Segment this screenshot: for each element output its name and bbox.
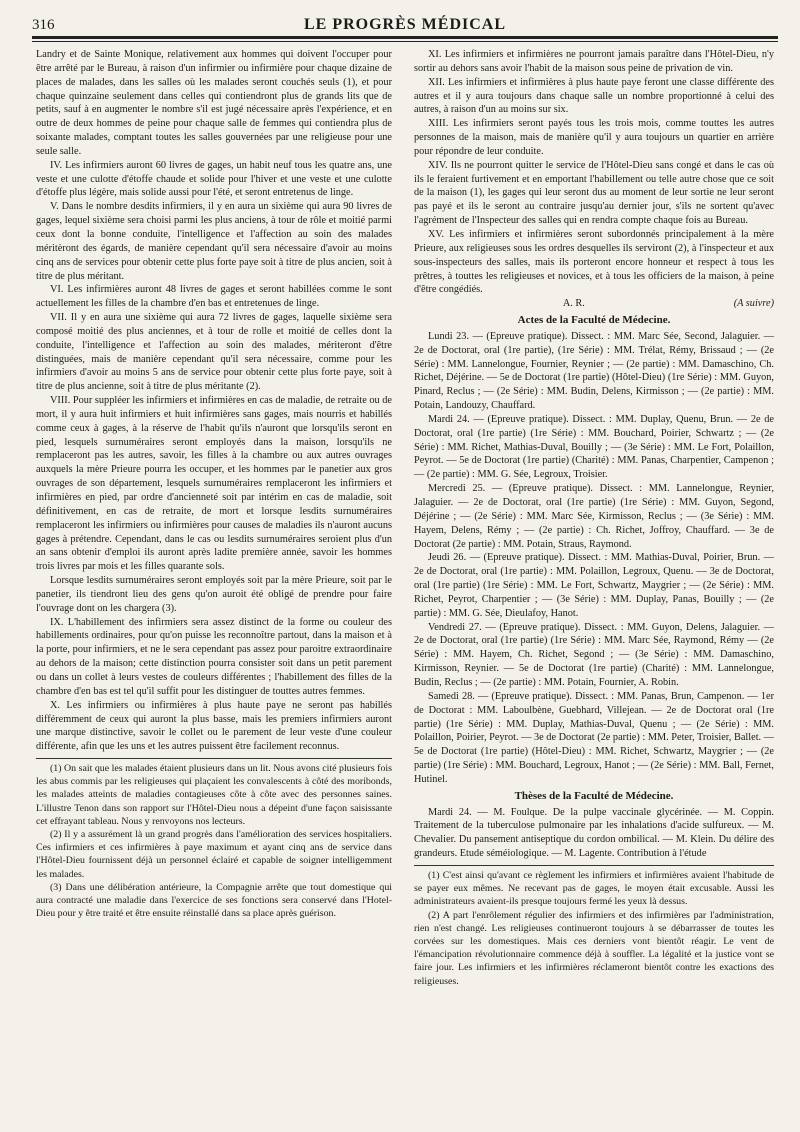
- footnote-2: (2) Il y a assurément là un grand progrès dans l'amélioration des services hospitaliers. Ces infirmiers et ces infirmières à paye maximum et ayant cinq ans de service dans l'Hôtel-Dieu fournissent déjà un personnel éclairé et capable de soigner intelligemment les malades.: [36, 829, 392, 880]
- section-heading-theses: Thèses de la Faculté de Médecine.: [514, 789, 674, 802]
- header-rule-thick: [32, 36, 778, 39]
- article-vi: VI. Les infirmières auront 48 livres de gages et seront habillées comme le sont actuellement les filles de la chambre d'en bas et entretenues de linge.: [36, 284, 392, 310]
- schedule-vendredi: Vendredi 27. — (Epreuve pratique). Dissect. : MM. Guyon, Delens, Jalaguier. — 2e de Doctorat, oral (1re partie) (1re Série) : MM. Marc Sée, Raymond, Rémy — (2e Série) : MM. Hayem, Ch. Richet, Segond ; — (3e Série) : MM. Damaschino, Kirmisson, Reynier. — 5e de Doctorat (1re partie) (Charité) : MM. Lannelongue, Budin, Reclus ; — (2e partie) : MM. Potain, Fournier, A. Robin.: [414, 621, 774, 688]
- footnote-rule: [414, 865, 774, 866]
- schedule-lundi: Lundi 23. — (Epreuve pratique). Dissect. : MM. Marc Sée, Second, Jalaguier. — 2e de Doctorat, oral (1re partie), (1re Série) : MM. Trélat, Rémy, Brissaud ; — (2e Série) : MM. Lannelongue, Fournier, Reynier ; — (2e partie) : MM. Damaschino, Ch. Richet, Déjérine. — 5e de Doctorat (1re partie) (Hôtel-Dieu) (1re Série) : MM. Guyon, Pinard, Reclus ; — (2e Série) : MM. Budin, Delens, Kirmisson ; — (2e partie) : MM. Potain, Landouzy, Chauffard.: [414, 330, 774, 412]
- article-xi: XI. Les infirmiers et infirmières ne pourront jamais paraître dans l'Hôtel-Dieu, n'y sortir au dehors sans avoir l'habit de la maison sous peine de privation de vin.: [414, 49, 774, 74]
- footnote-2: (2) A part l'enrôlement régulier des infirmiers et des infirmières par l'administration, rien n'est changé. Les religieuses continueront toujours à se débarrasser de toutes les corvées sur les domestiques. Mais ces derniers vont bientôt réagir. Le vent de l'émancipation révolutionnaire commence déjà à souffler. La légalité et la justice vont se faire jour. Les infirmiers et les infirmières réclameront bientôt contre les exactions des religieuses.: [414, 909, 774, 987]
- paragraph-intro: Landry et de Sainte Monique, relativement aux hommes qui doivent l'occuper pour être arrêté par le Bureau, à raison d'un infirmier ou infirmière pour chaque dizaine de places de malades, dans les salles où les malades seront couchés seuls (1), et pour chaque quinzaine seulement dans celles qui contiendront plus de grands lits que de petits, sauf à en augmenter le nombre s'il est jugé nécessaire après l'expérience, et en outre de deux hommes de peine pour chaque salle de femmes qui contiendra plus de soixante malades, comptant toutes les salles gouvernées par une religieuse pour une seule salle.: [36, 49, 392, 157]
- footnote-rule: [36, 758, 392, 759]
- schedule-jeudi: Jeudi 26. — (Epreuve pratique). Dissect. : MM. Mathias-Duval, Poirier, Brun. — 2e de Doctorat, oral (1re partie) : MM. Polaillon, Legroux, Quenu. — 3e de Doctorat, oral (1re partie) (1re Série) : MM. Le Fort, Schwartz, Maygrier ; — (2e Série) : MM. Richet, Peyrot, Charpentier ; — (3e Série) : MM. Duplay, Panas, Bouilly ; — (2e partie) : MM. G. Sée, Dieulafoy, Hanot.: [414, 552, 774, 619]
- footnote-3: (3) Dans une délibération antérieure, la Compagnie arrête que tout domestique qui aura contracté une maladie dans l'exercice de ses fonctions sera conservé dans l'Hotel-Dieu pour y être traité et être ensuite réinstallé dans sa place après guérison.: [36, 881, 392, 920]
- article-xii: XII. Les infirmiers et infirmières à plus haute paye feront une classe différente des autres et il y aura toujours dans chaque salle un nombre proportionné à celui des autres, à raison d'un au moins sur six.: [414, 76, 774, 116]
- article-xiii: XIII. Les infirmiers seront payés tous les trois mois, comme touttes les autres personnes de la maison, mais de manière qu'il y aura toujours un quartier en arrière pour répondre de leur conduite.: [414, 118, 774, 157]
- schedule-mercredi: Mercredi 25. — (Epreuve pratique). Dissect. : MM. Lannelongue, Reynier, Jalaguier. — 2e de Doctorat, oral (1re partie) (1re Série) : MM. Guyon, Segond, Déjérine ; — (2e Série) : MM. Marc Sée, Kirmisson, Reclus ; — (3e Série) : MM. Hayem, Delens, Rémy ; — (2e partie) : Ch. Richet, Joffroy, Chauffard. — 3e de Doctorat (2e partie) : MM. Potain, Straus, Raymond.: [414, 483, 774, 550]
- header-rule-thin: [32, 41, 778, 42]
- left-column: [36, 48, 392, 920]
- article-iv: IV. Les infirmiers auront 60 livres de gages, un habit neuf tous les quatre ans, une veste et une culotte d'étoffe chaude et solide pour l'hiver et une veste et une culotte d'étoffe plus légère, mais solide aussi pour l'été, et seront entretenus de linge.: [36, 159, 392, 199]
- author-initials: A. R.: [562, 298, 585, 310]
- article-x: X. Les infirmiers ou infirmières à plus haute paye ne seront pas habillés différemment de ceux qui auront la plus basse, mais les premiers infirmiers auront une marque distinctive, savoir le collet ou le parement de leur veste d'une couleur différente, afin que les uns et les autres puissent être facilement reconnus.: [36, 699, 392, 753]
- article-vii: VII. Il y en aura une sixième qui aura 72 livres de gages, laquelle sixième sera composé moitié des plus anciennes, et à tour de rolle et moitié de celles dont la conduite, l'intelligence et l'affection au soin des malades, mériteront d'être distinguées, mais de manière cependant qu'il sera nécessaire, comme pour les infirmiers d'avoir au moins 5 ans de service pour obtenir cette plus forte paye, soit à titre de plus ancienne, soit à titre de plus méritante (2).: [36, 312, 392, 393]
- article-viii-continued: Lorsque lesdits surnuméraires seront employés soit par la mère Prieure, soit par le panetier, ils tiendront lieu des gens qu'on auroit été obligé de prendre pour faire l'ouvrage dont on les chargera (3).: [36, 575, 392, 614]
- article-viii: VIII. Pour suppléer les infirmiers et infirmières en cas de maladie, de retraite ou de mort, il y aura huit infirmiers et huit infirmières sans gages, mais nourris et habillés comme ceux à gages, à la réserve de l'habit qu'ils n'auront que lorsqu'ils seront en pied, lesquels surnuméraires seront employés dans la maison, lorsqu'ils ne remplaceront pas les autres, savoir, les filles à la chambre ou aux autres ouvrages auxquels la mère Prieure pourra les occuper, et les hommes par le panetier aux gros ouvrages de son département, lesquels surnuméraires remplaceront les infirmiers et infirmières en pied, par ordre d'ancienneté soit par intérim en cas de maladie, soit définitivement, en cas de retraite, de mort et lorsque lesdits surnuméraires remplaceront les infirmiers ou infirmières pour causes de maladies ils n'auront aucuns gages à prétendre. Cependant, dans le cas ou lesdits surnuméraires seroient plus d'un an sans obtenir d'emploi ils auront après ladite première année, savoir les hommes trois livres par mois et les filles quarante sols.: [36, 395, 392, 573]
- schedule-mardi: Mardi 24. — (Epreuve pratique). Dissect. : MM. Duplay, Quenu, Brun. — 2e de Doctorat, oral (1re partie) (1re Série) : MM. Bouchard, Poirier, Schwartz ; — (2e Série) : MM. Richet, Mathias-Duval, Bouilly ; — (3e Série) : MM. Le Fort, Polaillon, Peyrot. — 5e de Doctorat (1re partie) (Charité) : MM. Panas, Charpentier, Campenon ; — (2e partie) : MM. G. Sée, Legroux, Troisier.: [414, 413, 774, 481]
- article-v: V. Dans le nombre desdits infirmiers, il y en aura un sixième qui aura 90 livres de gages, lequel sixième sera choisi parmi les plus anciens, à tour de rôle et moitié parmi ceux dont la bonne conduite, l'intelligence et l'affection au soin des malades méritèront des égards, de manière cependant qu'il sera nécessaire d'avoir au moins cinq ans de services pour obtenir cette plus forte paye soit à titre de plus ancien, soit à titre de plus méritant.: [36, 201, 392, 282]
- page-number: 316: [32, 17, 55, 33]
- article-ix: IX. L'habillement des infirmiers sera assez distinct de la forme ou couleur des habillements ordinaires, pour qu'on puisse les reconnoître partout, dans la maison et à la porte, pour infirmiers, et ne le sera cependant pas assez pour paroitre extraordinaire au dehors de la maison; cette distinction pourra consister soit dans un petit parement ou dans un collet à leurs vestes de couleurs différentes ; l'habillement des filles de la chambre d'en bas est tel qu'il suffit pour les distinguer de touttes autres femmes.: [36, 616, 392, 697]
- footnote-1: (1) On sait que les malades étaient plusieurs dans un lit. Nous avons cité plusieurs fois les abus commis par les religieuses qui plaçaient les convalescents à côté des moribonds, les malades atteints de maladies contagieuses côte à côte avec des personnes saines. L'illustre Tenon dans son rapport sur l'Hôtel-Dieu nous a dépeint d'une façon saisissante cet effrayant tableau. Nous y renvoyons nos lecteurs.: [36, 763, 392, 827]
- article-xiv: XIV. Ils ne pourront quitter le service de l'Hôtel-Dieu sans congé et dans le cas où ils le feraient furtivement et en emportant l'habillement ou telle autre chose que ce soit de la maison (1), les gages qui leur seront dus au moment de leur sortie ne leur seront pas payé et ils le seront au contraire jusqu'au dernier jour, s'ils ne sortent qu'avec l'agrément de l'Inspecteur des salles qui en rendra compte chaque fois au Bureau.: [414, 159, 774, 227]
- to-be-continued: (A suivre): [733, 298, 775, 310]
- schedule-samedi: Samedi 28. — (Epreuve pratique). Dissect. : MM. Panas, Brun, Campenon. — 1er de Doctorat : MM. Laboulbène, Guebhard, Villejean. — 2e de Doctorat oral (1re partie) (1re Série) : MM. Duplay, Mathias-Duval, Quenu ; — (2e Série) : MM. Polaillon, Poirier, Peyrot. — 3e de Doctorat (2e partie) : MM. Peter, Troisier, Ballet. — 5e de Doctorat (1re partie) (Hôtel-Dieu) : MM. Richet, Schwartz, Maygrier ; — (2e partie) (1re Série) : MM. Bouchard, Legroux, Hanot ; — (2e Série) : MM. Ball, Fernet, Hutinel.: [414, 690, 774, 785]
- section-heading-actes: Actes de la Faculté de Médecine.: [517, 314, 671, 327]
- article-xv: XV. Les infirmiers et infirmières seront subordonnés principalement à la mère Prieure, aux religieuses sous les ordres desquelles ils serviront (2), à l'inspecteur et aux sous-inspecteurs des salles, mais ils porteront encore honneur et respect à tous les prêtres, à touttes les religieuses et novices, et à tous les officiers de la maison, à peine d'être congédiés.: [414, 228, 774, 296]
- page-header: [32, 14, 778, 36]
- footnote-1: (1) C'est ainsi qu'avant ce règlement les infirmiers et infirmières avaient l'habitude de se payer eux mêmes. Ne recevant pas de gages, le moyen était excusable. Aussi les administrateurs avaient-ils presque toujours fermé les yeux là dessus.: [414, 869, 774, 908]
- theses-list: Mardi 24. — M. Foulque. De la pulpe vaccinale glycérinée. — M. Coppin. Traitement de la tuberculose pulmonaire par les inhalations d'acide sulfureux. — M. Chevalier. Du pansement antiseptique du cordon ombilical. — M. Klein. Du délire des grandeurs. Etude séméiologique. — M. Lagente. Contribution à l'étude: [414, 806, 774, 860]
- running-title: LE PROGRÈS MÉDICAL: [303, 16, 507, 33]
- signature-line: [414, 297, 774, 311]
- right-column: [414, 48, 774, 988]
